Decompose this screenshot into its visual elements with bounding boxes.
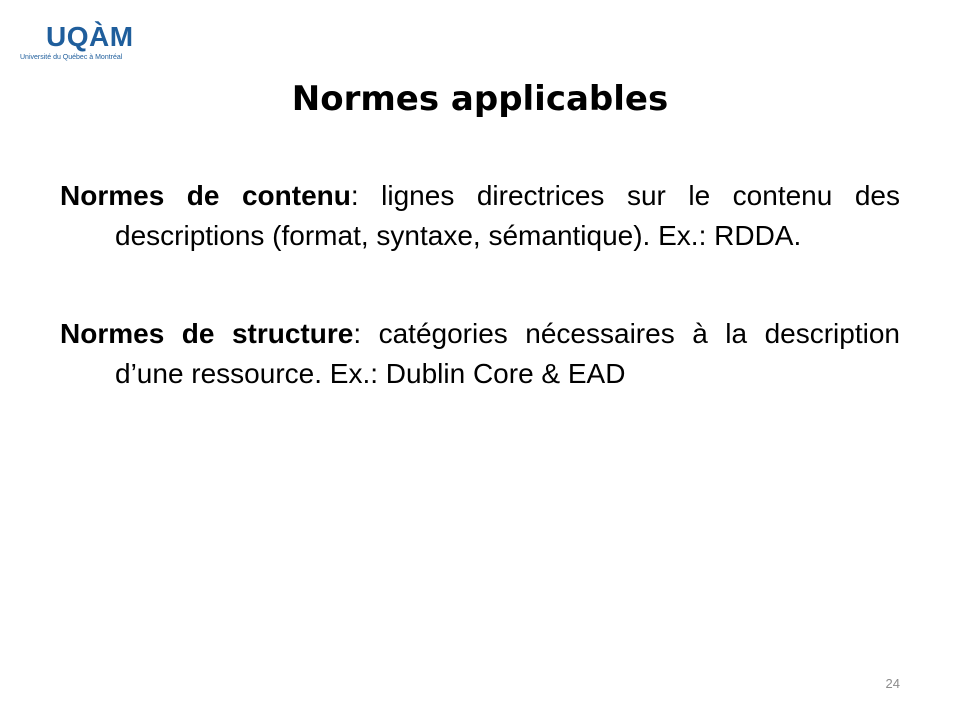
slide-title: Normes applicables <box>291 79 669 119</box>
item-term: Normes de structure <box>60 318 354 349</box>
slide-number: 24 <box>885 676 900 691</box>
uqam-logo <box>18 21 134 70</box>
item-term: Normes de contenu <box>60 180 351 211</box>
logo-wordmark: UQÀM <box>46 21 134 52</box>
slide-body <box>60 176 900 394</box>
logo-subtitle: Université du Québec à Montréal <box>20 54 123 61</box>
item-content-norms <box>60 176 900 256</box>
item-definition: : catégories nécessaires à la description d’une ressource. Ex.: Dublin Core & EAD <box>115 318 900 389</box>
item-definition: : lignes directrices sur le contenu des descriptions (format, syntaxe, sémantique). Ex.: RDDA. <box>115 180 900 251</box>
item-structure-norms <box>60 314 900 394</box>
